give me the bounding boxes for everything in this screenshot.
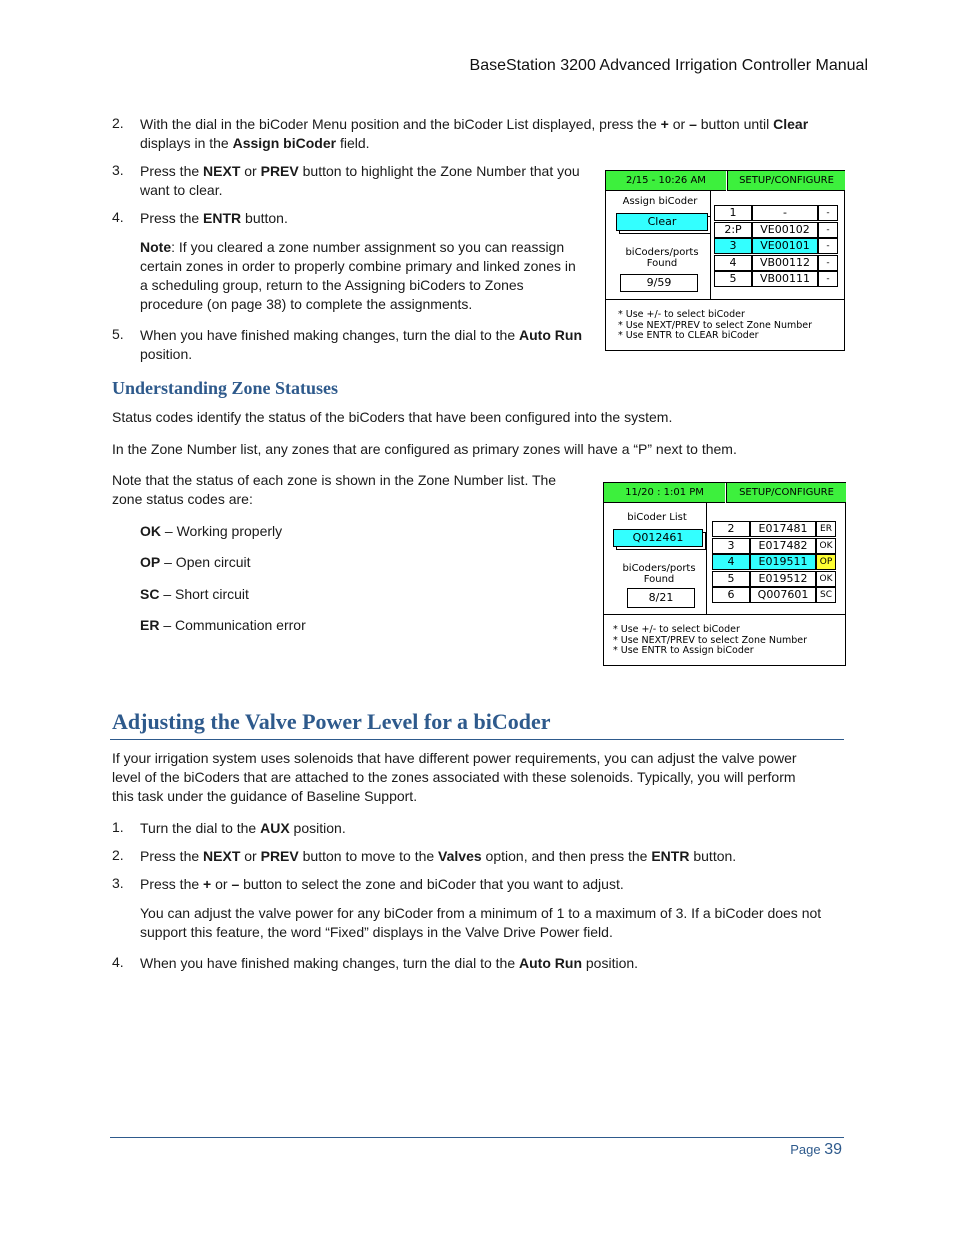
bicoder-code-cell: VE00101 xyxy=(752,238,818,254)
bicoder-code-cell: E017481 xyxy=(750,521,816,537)
assign-bicoder-label: Assign biCoder xyxy=(622,196,698,207)
status-cell: SC xyxy=(816,587,836,603)
step-number: 5. xyxy=(112,326,124,342)
paragraph: If your irrigation system uses solenoids that have different power requirements, you can adjust the valve power level of the biCoders that are attached to the zones associated with these solenoids. Typically, you will perform this task under the guidance of Baseline Support. xyxy=(112,750,797,804)
step-clear-5: When you have finished making changes, turn the dial to the Auto Run position. xyxy=(140,327,582,362)
status-cell: - xyxy=(818,271,838,287)
step-number: 2. xyxy=(112,847,124,863)
controller-screen-clear xyxy=(605,170,845,351)
step-valve-4: When you have finished making changes, turn the dial to the Auto Run position. xyxy=(140,955,639,971)
step-valve-1: Turn the dial to the AUX position. xyxy=(140,820,346,836)
screen-mode: SETUP/CONFIGURE xyxy=(726,483,846,503)
zone-number-cell: 3 xyxy=(714,238,752,254)
zone-number-cell: 1 xyxy=(714,205,752,221)
footer-rule xyxy=(110,1137,844,1138)
zone-number-cell: 4 xyxy=(714,255,752,271)
running-header: BaseStation 3200 Advanced Irrigation Controller Manual xyxy=(469,57,868,74)
step-clear-2: With the dial in the biCoder Menu position and the biCoder List displayed, press the + or – button until Clear displays in the Assign biCoder field. xyxy=(140,116,809,151)
bicoder-list-field: Q012461 xyxy=(613,529,703,547)
step-number: 3. xyxy=(112,875,124,891)
zone-number-cell: 6 xyxy=(712,587,750,603)
step-number: 4. xyxy=(112,209,124,225)
status-code-op: OP – Open circuit xyxy=(140,554,251,570)
bicoders-found-value: 9/59 xyxy=(620,274,698,292)
step-valve-3: Press the + or – button to select the zone and biCoder that you want to adjust. xyxy=(140,876,624,892)
step-number: 2. xyxy=(112,115,124,131)
bicoder-code-cell: VE00102 xyxy=(752,222,818,238)
paragraph: In the Zone Number list, any zones that are configured as primary zones will have a “P” next to them. xyxy=(112,441,737,457)
bicoder-code-cell: - xyxy=(752,205,818,221)
zone-number-cell: 5 xyxy=(712,571,750,587)
screen-datetime: 11/20 : 1:01 PM xyxy=(604,483,725,503)
zone-number-cell: 5 xyxy=(714,271,752,287)
step-clear-3: Press the NEXT or PREV button to highlight the Zone Number that you want to clear. xyxy=(140,163,580,198)
status-cell: OK xyxy=(816,538,836,554)
paragraph: Status codes identify the status of the biCoders that have been configured into the system. xyxy=(112,409,673,425)
screen-tips: * Use +/- to select biCoder * Use NEXT/PREV to select Zone Number * Use ENTR to Assign biCoder xyxy=(613,624,808,656)
page-number: Page 39 xyxy=(790,1141,842,1158)
status-code-er: ER – Communication error xyxy=(140,617,306,633)
step-number: 4. xyxy=(112,954,124,970)
bicoder-code-cell: E017482 xyxy=(750,538,816,554)
note-paragraph: Note: If you cleared a zone number assignment so you can reassign certain zones in order to properly combine primary and linked zones in a scheduling group, return to the Assigning biCoders to Zones procedure (on page 38) to complete the assignments. xyxy=(140,239,576,312)
paragraph: Note that the status of each zone is shown in the Zone Number list. The zone status codes are: xyxy=(112,472,557,507)
section-heading: Understanding Zone Statuses xyxy=(112,378,339,398)
step-note: You can adjust the valve power for any biCoder from a minimum of 1 to a maximum of 3. If a biCoder does not support this feature, the word “Fixed” displays in the Valve Drive Power field. xyxy=(140,905,822,940)
controller-screen-status xyxy=(603,482,846,666)
zone-number-cell: 2:P xyxy=(714,222,752,238)
zone-number-cell: 4 xyxy=(712,554,750,570)
status-cell: OK xyxy=(816,571,836,587)
status-cell: - xyxy=(818,222,838,238)
zone-number-cell: 3 xyxy=(712,538,750,554)
bicoder-code-cell: VB00112 xyxy=(752,255,818,271)
bicoder-code-cell: E019511 xyxy=(750,554,816,570)
step-valve-2: Press the NEXT or PREV button to move to the Valves option, and then press the ENTR button. xyxy=(140,848,737,864)
assign-bicoder-field: Clear xyxy=(616,213,708,231)
bicoders-found-value: 8/21 xyxy=(627,588,695,608)
step-clear-4: Press the ENTR button. xyxy=(140,210,288,226)
zone-number-cell: 2 xyxy=(712,521,750,537)
bicoder-list-label: biCoder List xyxy=(627,512,687,523)
status-cell: - xyxy=(818,238,838,254)
heading-rule xyxy=(110,739,844,740)
status-cell: ER xyxy=(816,521,836,537)
status-cell: OP xyxy=(816,554,836,570)
status-code-ok: OK – Working properly xyxy=(140,523,283,539)
status-cell: - xyxy=(818,205,838,221)
step-number: 3. xyxy=(112,162,124,178)
bicoders-found-label: biCoders/ports Found xyxy=(625,247,699,269)
status-cell: - xyxy=(818,255,838,271)
chapter-heading: Adjusting the Valve Power Level for a biCoder xyxy=(112,709,551,734)
status-code-sc: SC – Short circuit xyxy=(140,586,249,602)
bicoders-found-label: biCoders/ports Found xyxy=(622,563,696,585)
bicoder-code-cell: Q007601 xyxy=(750,587,816,603)
step-number: 1. xyxy=(112,819,124,835)
screen-tips: * Use +/- to select biCoder * Use NEXT/PREV to select Zone Number * Use ENTR to CLEAR biCoder xyxy=(618,309,813,341)
bicoder-code-cell: VB00111 xyxy=(752,271,818,287)
screen-mode: SETUP/CONFIGURE xyxy=(727,171,845,191)
screen-datetime: 2/15 - 10:26 AM xyxy=(606,171,726,191)
bicoder-code-cell: E019512 xyxy=(750,571,816,587)
